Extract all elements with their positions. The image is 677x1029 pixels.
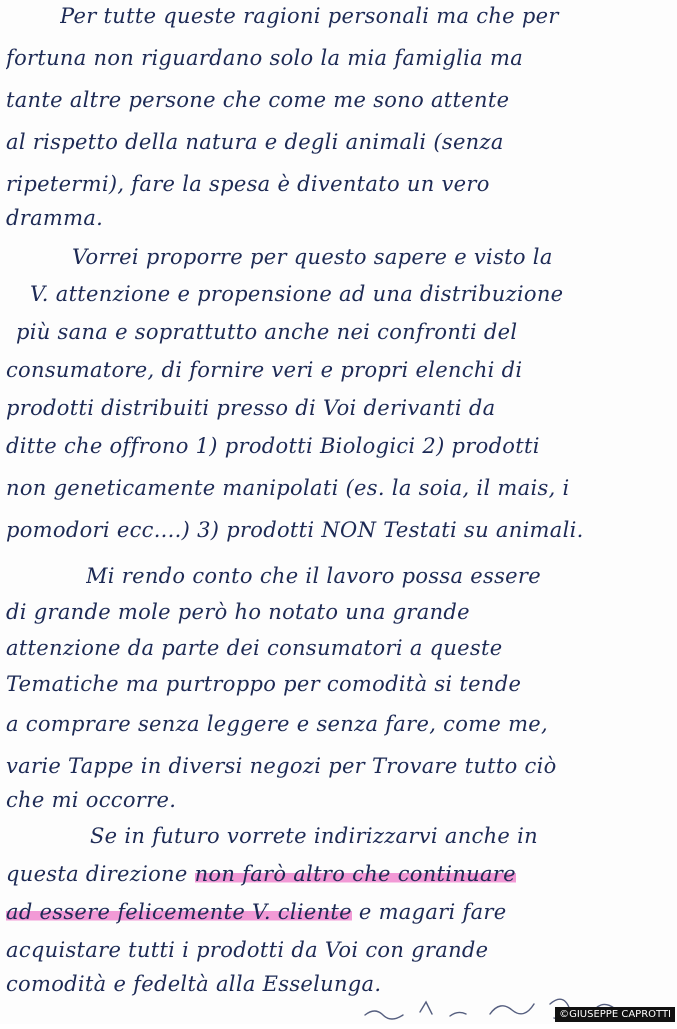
- letter-line: Per tutte queste ragioni personali ma che per: [60, 4, 559, 28]
- letter-line: che mi occorre.: [6, 788, 177, 812]
- letter-line: V. attenzione e propensione ad una distribuzione: [30, 282, 564, 306]
- letter-line: pomodori ecc....) 3) prodotti NON Testati su animali.: [6, 518, 584, 542]
- letter-line: Tematiche ma purtroppo per comodità si tende: [6, 672, 522, 696]
- highlighted-text: non farò altro che continuare: [194, 862, 516, 886]
- letter-line: Se in futuro vorrete indirizzarvi anche in: [90, 824, 538, 848]
- letter-line: di grande mole però ho notato una grande: [6, 600, 470, 624]
- letter-line: fortuna non riguardano solo la mia famiglia ma: [6, 46, 524, 70]
- copyright-watermark: ©GIUSEPPE CAPROTTI: [555, 1007, 675, 1022]
- highlighted-line-start: questa direzione: [6, 862, 195, 886]
- letter-line: tante altre persone che come me sono attente: [6, 88, 510, 112]
- letter-line: ditte che offrono 1) prodotti Biologici 2) prodotti: [6, 434, 540, 458]
- letter-line: a comprare senza leggere e senza fare, come me,: [6, 712, 548, 736]
- letter-line-highlighted: [6, 860, 671, 888]
- letter-line: al rispetto della natura e degli animali (senza: [6, 130, 504, 154]
- letter-line: consumatore, di fornire veri e propri elenchi di: [6, 358, 523, 382]
- letter-line-highlighted: [6, 898, 671, 926]
- letter-line: prodotti distribuiti presso di Voi derivanti da: [6, 396, 496, 420]
- letter-line: non geneticamente manipolati (es. la soia, il mais, i: [6, 476, 570, 500]
- letter-line: attenzione da parte dei consumatori a queste: [6, 636, 503, 660]
- letter-line: comodità e fedeltà alla Esselunga.: [6, 972, 382, 996]
- letter-line: acquistare tutti i prodotti da Voi con grande: [6, 938, 489, 962]
- highlighted-line-end: e magari fare: [351, 900, 507, 924]
- letter-line: varie Tappe in diversi negozi per Trovare tutto ciò: [6, 754, 557, 778]
- letter-line: più sana e soprattutto anche nei confronti del: [16, 320, 518, 344]
- highlighted-text: ad essere felicemente V. cliente: [6, 900, 352, 924]
- letter-line: dramma.: [6, 206, 104, 230]
- letter-line: Mi rendo conto che il lavoro possa essere: [86, 564, 541, 588]
- letter-line: ripetermi), fare la spesa è diventato un vero: [6, 172, 490, 196]
- letter-line: Vorrei proporre per questo sapere e visto la: [72, 245, 553, 269]
